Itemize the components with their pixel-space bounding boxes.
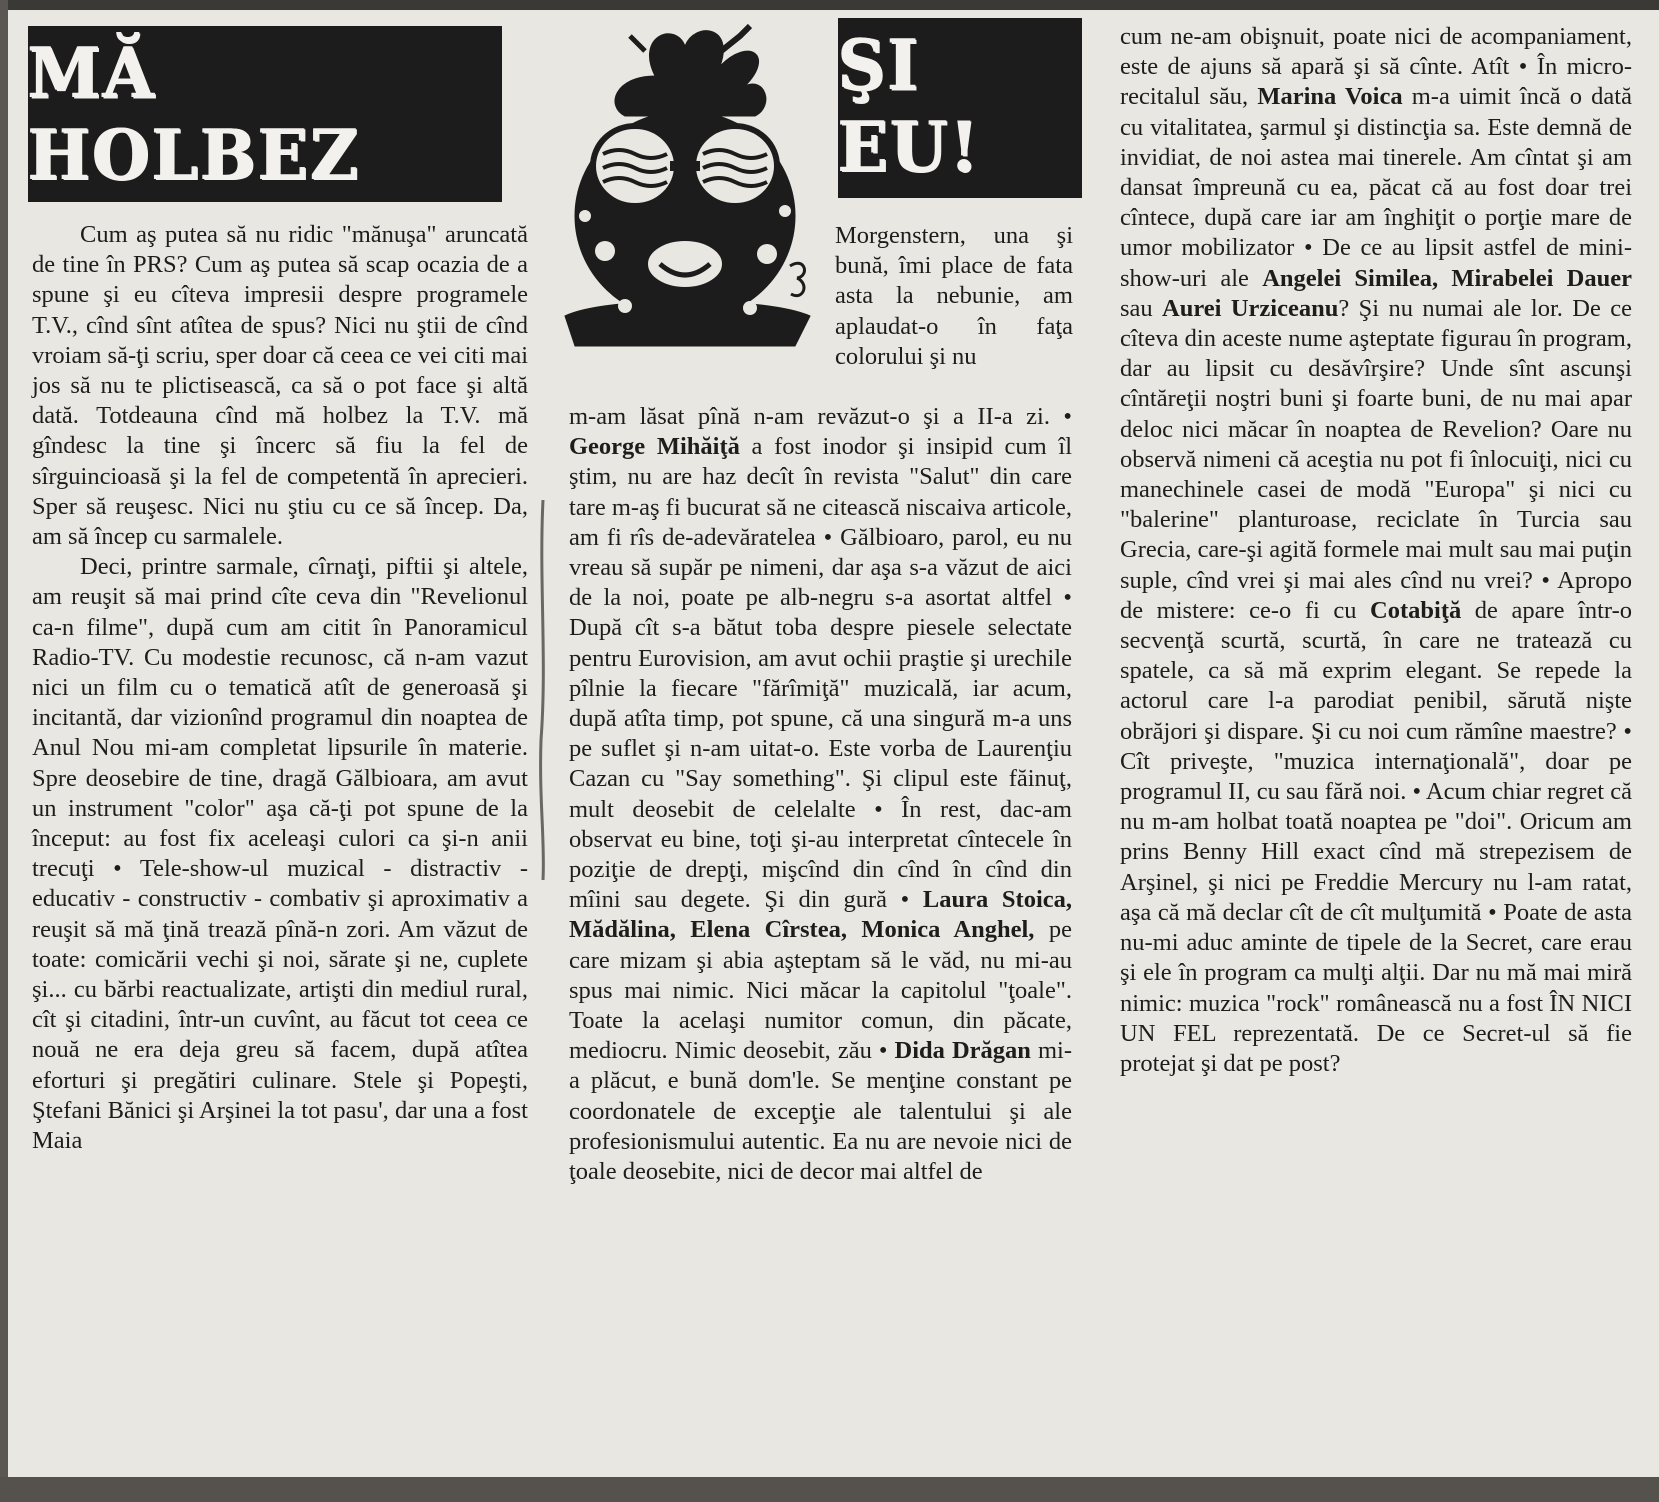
col3-text-1: cum ne-am obişnuit, poate nici de acompaniament, este de ajuns să apară şi să cînte. Atît • În micro-recitalul său, [1120, 23, 1632, 111]
col3-text-4: ? Şi nu numai ale lor. De ce cîteva din aceste nume aşteptate figurau în program, dar au lipsit cu desăvîrşire? Unde sînt ascunşi cîntăreţii noştri buni şi foarte buni, de nu mai apar deloc nici măcar în noaptea de Revelion? Oare nu observă nimeni că aceştia nu pot fi înlocuiţi, nici cu manechinele casei de modă "Europa" şi nici cu "balerine" planturoase, reciclate în Turcia sau Grecia, care-şi agită formele mai mult sau mai puţin suple, cînd vrei şi mai ales cînd nu vrei? • Apropo de mistere: ce-o fi cu [1120, 294, 1632, 624]
col3-text-5: de apare într-o secvenţă scurtă, scurtă, în care ne tratează cu spatele, ca să mă exprim elegant. Se repede la actorul care l-a parodiat penibil, sărută nişte obrăjori şi dispare. Şi cu noi cum rămîne maestre? • Cît priveşte, "muzica internaţională", doar pe programul II, cu sau fără noi. • Acum chiar regret că nu m-am holbat toată noaptea pe "doi". Oricum am prins Benny Hill exact cînd mă strepezisem de Arşinel, şi nici pe Freddie Mercury nu l-am ratat, aşa că mă declar cît de cît mulţumită • Poate de asta nu-mi aduc aminte de tipele de la Secret, care erau şi ele în program ca mulţi alţii. Dar nu mă mai miră nimic: muzica "rock" românească nu a fost ÎN NICI UN FEL reprezentată. De ce Secret-ul să fie protejat şi dat pe post? [1120, 596, 1632, 1077]
col3-text-2: m-a uimit încă o dată cu vitalitatea, şarmul şi distincţia sa. Este demnă de invidiat, de noi astea mai tinerele. Am cîntat şi am dansat împreună cu ea, păcat că au fost doar trei cîntece, după care iar am înghiţit o porţie mare de umor mobilizator • De ce au lipsit astfel de mini-show-uri ale [1120, 83, 1632, 292]
col2-paragraph [569, 402, 1072, 1187]
col2-text-3: pe care mizam şi abia aşteptam să le văd, nu mi-au spus mai nimic. Nici măcar la capitolul "ţoale". Toate la acelaşi numitor comun, din păcate, mediocru. Nimic deosebit, zău • [569, 916, 1072, 1065]
headline-right-box [838, 18, 1082, 198]
col3-name-4: Cotabiţă [1370, 596, 1462, 624]
col2-text-4: mi-a plăcut, e bună dom'le. Se menţine constant pe coordonatele de excepţie ale talentului şi ale profesionismului autentic. Ea nu are nevoie nici de ţoale deosebite, nici de decor mai altfel de [569, 1037, 1073, 1186]
pen-stroke-mark [535, 500, 551, 880]
left-border [0, 0, 8, 1502]
col3-paragraph [1120, 22, 1632, 1079]
col2-name-2: Laura Stoica, Mădălina, Elena Cîrstea, Monica Anghel, [569, 886, 1072, 944]
col2-text-2: a fost inodor şi insipid cum îl ştim, nu are haz decît în revista "Salut" din care tare m-aş fi bucurat să ne citească niscaiva articole, am fi rîs de-adevăratelea • Gălbioaro, parol, eu nu vreau să supăr pe nimeni, dar aşa s-a văzut de aici de la noi, poate pe alb-negru s-a asortat altfel • După cît s-a bătut toba despre piesele selectate pentru Eurovision, am avut ochii praştie şi urechile pîlnie la fiecare "fărîmiţă" muzicală, iar acum, după atîta timp, pot spune, că una singură m-a uns pe suflet şi n-am uitat-o. Este vorba de Laurenţiu Cazan cu "Say something". Şi clipul este făinuţ, mult deosebit de celelalte • În rest, dac-am observat eu bine, toţi şi-au interpretat cîntecele în poziţie de drepţi, mişcînd din cînd în cînd din mîini sau degete. Şi din gură • [569, 433, 1072, 914]
col3-text-3: sau [1120, 294, 1163, 322]
col3-name-2: Angelei Similea, Mirabelei Dauer [1262, 264, 1632, 292]
col3-name-1: Marina Voica [1257, 83, 1403, 111]
col2-text-1: m-am lăsat pînă n-am revăzut-o şi a II-a zi. • [569, 403, 1072, 430]
col2-top-text: Morgenstern, una şi bună, îmi place de fata asta la nebunie, am aplaudat-o în faţa colorului şi nu [835, 222, 1073, 370]
col1-paragraph-1: Cum aş putea să nu ridic "mănuşa" aruncată de tine în PRS? Cum aş putea să scap ocazia de a spune şi eu cîteva impresii despre programele T.V., cînd sînt atîtea de spus? Nici nu ştii de cînd vroiam să-ţi scriu, sper doar că ceea ce vei citi mai jos să nu te plictisească, ca să o pot face şi altă dată. Totdeauna cînd mă holbez la T.V. mă gîndesc la tine şi încerc să fiu la fel de sîrguincioasă şi la fel de competentă în aprecieri. Sper să reuşesc. Nici nu ştiu cu ce să încep. Da, am să încep cu sarmalele. [32, 221, 528, 551]
cartoon-face-illustration [535, 16, 835, 376]
headline-left-box [28, 26, 502, 202]
col3-name-3: Aurei Urziceanu [1162, 294, 1339, 322]
headline-left: MĂ HOLBEZ [28, 32, 361, 196]
col2-name-1: George Mihăiţă [569, 433, 740, 461]
column-1 [32, 220, 528, 1156]
bottom-border [0, 1477, 1659, 1502]
column-3 [1120, 22, 1632, 1079]
col2-name-3: Dida Drăgan [894, 1037, 1031, 1065]
column-2-top [835, 221, 1073, 372]
top-border [0, 0, 1659, 10]
col1-paragraph-2: Deci, printre sarmale, cîrnaţi, piftii şi altele, am reuşit să mai prind cîte ceva din "Revelionul ca-n filme", după cum am citit în Panoramicul Radio-TV. Cu modestie recunosc, că n-am vazut nici un film cu o tematică atît de generoasă şi incitantă, dar vizionînd programul din noaptea de Anul Nou mi-am completat lipsurile în materie. Spre deosebire de tine, dragă Gălbioara, am avut un instrument "color" aşa că-ţi pot spune de la început: au fost fix aceleaşi culori ca şi-n anii trecuţi • Tele-show-ul muzical - distractiv - educativ - constructiv - combativ şi aproximativ a reuşit să mă ţină trează pînă-n zori. Am văzut de toate: comicării vechi şi noi, sărate şi ne, cuplete şi... cu bărbi reactualizate, artişti din mediul rural, cît şi citadini, într-un cuvînt, au făcut tot ceea ce nouă ne era deja greu să facem, după atîtea eforturi şi pregătiri culinare. Stele şi Popeşti, Ştefani Bănici şi Arşinei la tot pasu', dar una a fost Maia [32, 553, 528, 1155]
column-2 [569, 402, 1072, 1187]
headline-right: ŞI EU! [838, 24, 981, 188]
